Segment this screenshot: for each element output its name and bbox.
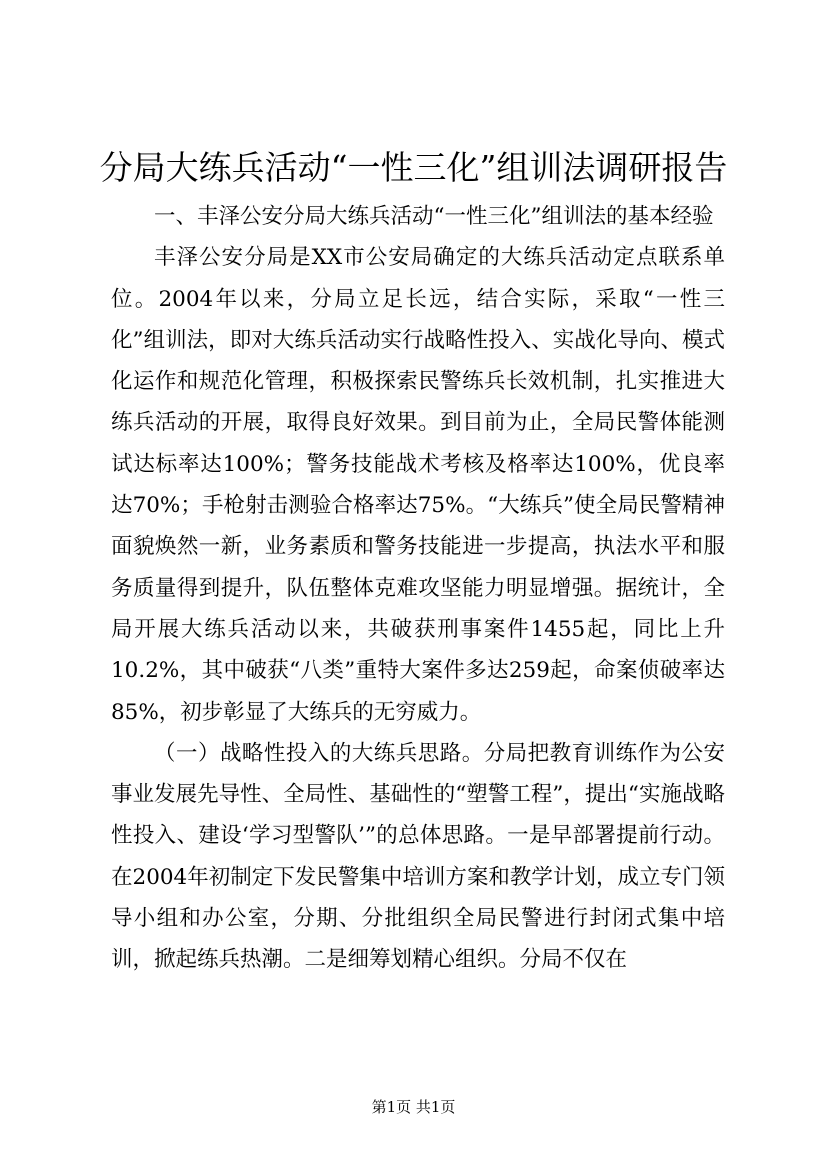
document-title: 分局大练兵活动“一性三化”组训法调研报告 <box>99 148 728 187</box>
paragraph: （一）战略性投入的大练兵思路。分局把教育训练作为公安事业发展先导性、全局性、基础性的“塑警工程”，提出“实施战略性投入、建设‘学习型警队’”的总体思路。一是早部署提前行动。在2004年初制定下发民警集中培训方案和教学计划，成立专门领导小组和办公室，分期、分批组织全局民警进行封闭式集中培训，掀起练兵热潮。二是细筹划精心组织。分局不仅在 <box>111 740 725 973</box>
page-footer: 第1页 共1页 <box>371 1098 456 1116</box>
paragraph: 丰泽公安分局是XX市公安局确定的大练兵活动定点联系单位。2004年以来，分局立足长远，结合实际，采取“一性三化”组训法，即对大练兵活动实行战略性投入、实战化导向、模式化运作和规范化管理，积极探索民警练兵长效机制，扎实推进大练兵活动的开展，取得良好效果。到目前为止，全局民警体能测试达标率达100%；警务技能战术考核及格率达100%，优良率达70%；手枪射击测验合格率达75%。“大练兵”使全局民警精神面貌焕然一新，业务素质和警务技能进一步提高，执法水平和服务质量得到提升，队伍整体克难攻坚能力明显增强。据统计，全局开展大练兵活动以来，共破获刑事案件1455起，同比上升10.2%，其中破获“八类”重特大案件多达259起，命案侦破率达85%，初步彰显了大练兵的无穷威力。 <box>111 245 725 725</box>
section-heading: 一、丰泽公安分局大练兵活动“一性三化”组训法的基本经验 <box>154 204 714 229</box>
document-body <box>111 196 725 981</box>
